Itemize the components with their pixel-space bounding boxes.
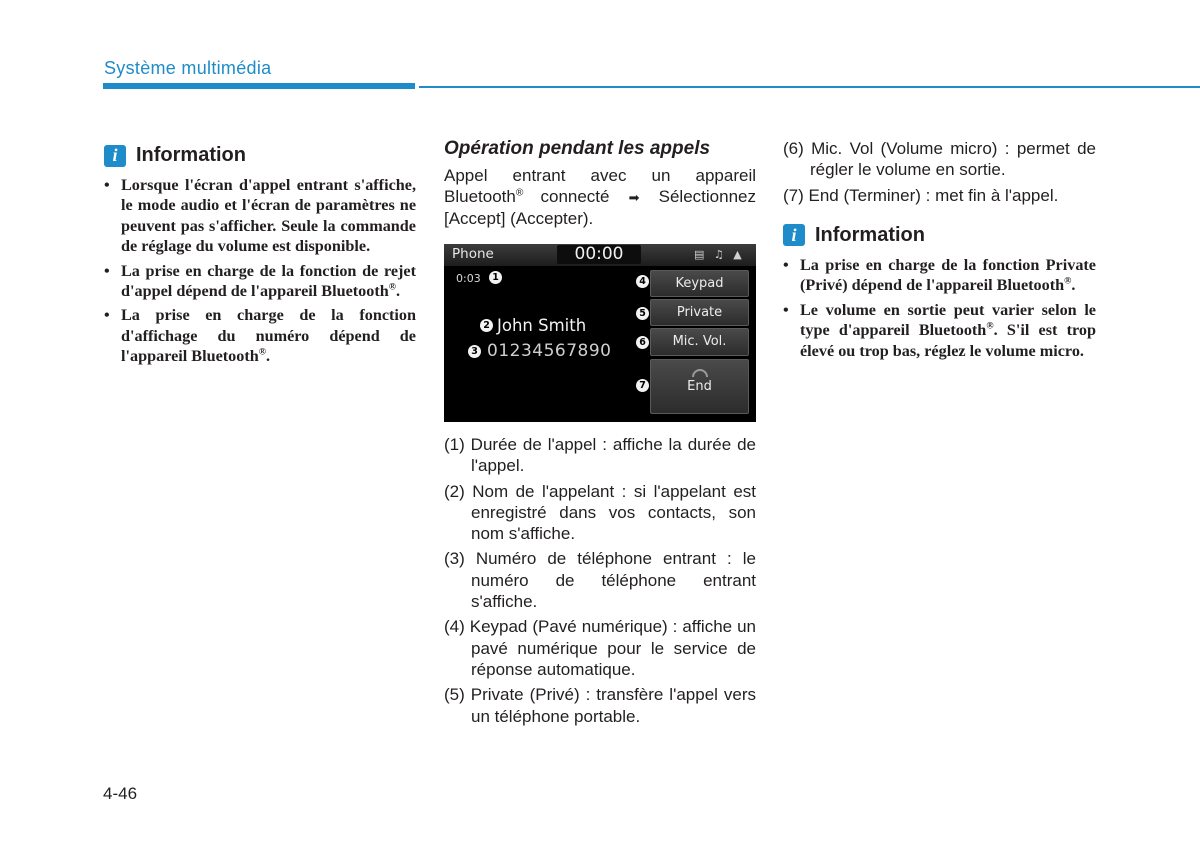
bullet-period: . bbox=[396, 282, 401, 301]
registered-mark: ® bbox=[986, 320, 994, 332]
private-button[interactable]: Private bbox=[650, 299, 749, 326]
list-item bbox=[783, 255, 1096, 296]
info-icon: i bbox=[783, 224, 805, 246]
callout-explanations bbox=[444, 434, 756, 727]
registered-mark: ® bbox=[515, 187, 524, 199]
callout-badge-5: 5 bbox=[636, 307, 649, 320]
info-title: Information bbox=[815, 223, 925, 246]
info-bullet-list bbox=[783, 255, 1096, 361]
callout-badge-3: 3 bbox=[468, 345, 481, 358]
hang-up-icon bbox=[692, 369, 708, 377]
middle-column bbox=[444, 138, 756, 731]
bullet-text: Le volume en sortie peut varier selon le type d'appareil Bluetooth bbox=[800, 300, 1096, 340]
phone-label: Phone bbox=[452, 246, 494, 262]
intro-text-1: Appel entrant avec un appareil Bluetooth bbox=[444, 166, 756, 206]
bullet-period: . bbox=[1071, 276, 1076, 295]
callout-badge-6: 6 bbox=[636, 336, 649, 349]
running-header-title: Système multimédia bbox=[104, 58, 272, 78]
bullet-glyph: • bbox=[104, 176, 110, 194]
mic-vol-button[interactable]: Mic. Vol. bbox=[650, 328, 749, 356]
status-icons: ▤ ♫ ▲ bbox=[694, 248, 745, 261]
bullet-text: Lorsque l'écran d'appel entrant s'affiche, le mode audio et l'écran de paramètres ne peuvent pas s'afficher. Seule la commande de réglage du volume est disponible. bbox=[121, 176, 416, 256]
list-item bbox=[104, 175, 416, 257]
keypad-button[interactable]: Keypad bbox=[650, 270, 749, 297]
call-timer: 00:00 bbox=[574, 244, 624, 264]
list-item: (1) Durée de l'appel : affiche la durée de l'appel. bbox=[444, 435, 756, 476]
intro-paragraph bbox=[444, 165, 756, 229]
list-item: (7) End (Terminer) : met fin à l'appel. bbox=[783, 185, 1059, 205]
page-number: 4-46 bbox=[103, 784, 138, 803]
header-rule-thick bbox=[103, 83, 415, 89]
header-rule-thin bbox=[419, 86, 1200, 88]
callout-badge-4: 4 bbox=[636, 275, 649, 288]
bullet-text: . S'il est trop élevé ou trop bas, réglez le volume micro. bbox=[800, 321, 1097, 360]
callout-badge-1: 1 bbox=[489, 271, 502, 284]
bullet-text: La prise en charge de la fonction de rejet d'appel dépend de l'appareil Bluetooth bbox=[121, 261, 416, 301]
arrow-right-icon: ➡ bbox=[628, 190, 640, 205]
list-item: (5) Private (Privé) : transfère l'appel vers un téléphone portable. bbox=[444, 685, 756, 726]
bullet-text: La prise en charge de la fonction Private (Privé) dépend de l'appareil Bluetooth bbox=[800, 255, 1096, 295]
bullet-glyph: • bbox=[104, 261, 110, 280]
list-item bbox=[104, 261, 416, 302]
section-heading: Opération pendant les appels bbox=[444, 138, 711, 159]
callout-explanations-continued bbox=[783, 138, 1096, 206]
right-column bbox=[783, 138, 1096, 365]
bullet-glyph: • bbox=[783, 300, 789, 319]
list-item: (6) Mic. Vol (Volume micro) : permet de régler le volume en sortie. bbox=[783, 139, 1096, 180]
info-title: Information bbox=[136, 144, 246, 166]
info-icon: i bbox=[104, 145, 126, 167]
bullet-period: . bbox=[266, 347, 271, 366]
list-item bbox=[783, 300, 1096, 361]
registered-mark: ® bbox=[388, 281, 397, 293]
caller-name: John Smith bbox=[497, 316, 587, 335]
end-label: End bbox=[687, 379, 712, 394]
intro-text-3: Sélectionnez [Accept] (Accepter). bbox=[444, 187, 756, 228]
bullet-glyph: • bbox=[783, 255, 789, 274]
list-item: (3) Numéro de téléphone entrant : le numéro de téléphone entrant s'affiche. bbox=[444, 549, 756, 612]
info-box-header bbox=[104, 144, 416, 167]
info-box-header bbox=[783, 224, 1096, 247]
list-item: (2) Nom de l'appelant : si l'appelant est enregistré dans vos contacts, son nom s'affiche. bbox=[444, 481, 756, 544]
list-item bbox=[104, 305, 416, 366]
left-column bbox=[104, 144, 416, 371]
callout-badge-2: 2 bbox=[480, 319, 493, 332]
intro-text-2: connecté bbox=[523, 187, 627, 206]
registered-mark: ® bbox=[1064, 275, 1072, 287]
call-timer-box bbox=[557, 245, 641, 264]
bullet-text: La prise en charge de la fonction d'affichage du numéro dépend de l'appareil Bluetooth bbox=[121, 306, 416, 366]
end-call-button[interactable] bbox=[650, 359, 749, 414]
bullet-glyph: • bbox=[104, 306, 110, 325]
caller-number: 01234567890 bbox=[487, 341, 612, 361]
call-duration: 0:03 bbox=[456, 272, 481, 285]
callout-badge-7: 7 bbox=[636, 379, 649, 392]
registered-mark: ® bbox=[258, 346, 267, 358]
info-bullet-list bbox=[104, 175, 416, 367]
list-item: (4) Keypad (Pavé numérique) : affiche un pavé numérique pour le service de réponse automatique. bbox=[444, 617, 756, 679]
phone-call-screen bbox=[444, 244, 756, 422]
